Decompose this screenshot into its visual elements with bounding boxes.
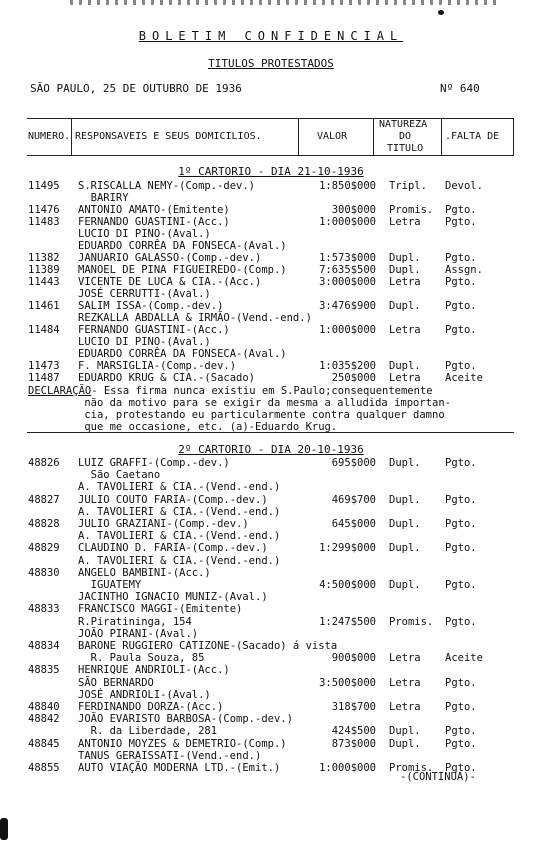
row-falta: Pgto. (445, 252, 477, 264)
table-row (0, 738, 542, 750)
row-responsavel: TANUS GERAISSATI-(Vend.-end.) (78, 749, 262, 762)
row-natureza: Dupl. (389, 493, 421, 506)
declaracao-line (78, 409, 528, 421)
row-responsavel: JOSÉ CERRUTTI-(Aval.) (78, 288, 211, 300)
row-falta: Assgn. (445, 264, 483, 276)
table-row (0, 481, 542, 493)
row-responsavel: FERDINANDO DORZA-(Acc.) (78, 701, 224, 713)
row-responsavel: FRANCISCO MAGGI-(Emitente) (78, 603, 243, 616)
table-row (0, 640, 542, 652)
table-row (0, 591, 542, 603)
table-row (0, 689, 542, 701)
issue-number: Nº 640 (440, 82, 480, 95)
row-responsavel: MANOEL DE PINA FIGUEIREDO-(Comp.) (78, 264, 287, 276)
row-natureza: Dupl. (389, 264, 421, 276)
table-row (0, 312, 542, 324)
row-number: 48840 (28, 701, 60, 713)
row-responsavel: VICENTE DE LUCA & CIA.-(Acc.) (78, 276, 262, 288)
row-responsavel: F. MARSIGLIA-(Comp.-dev.) (78, 360, 237, 372)
row-falta: Aceite (445, 652, 483, 665)
row-responsavel: JOÃO EVARISTO BARBOSA-(Comp.-dev.) (78, 713, 293, 726)
declaracao-line (78, 397, 528, 409)
table-row (0, 567, 542, 579)
row-falta: Pgto. (445, 324, 477, 336)
row-responsavel: R. Paula Souza, 85 (78, 652, 205, 665)
row-valor: 900$000 (331, 652, 376, 665)
table-row (0, 701, 542, 713)
table-row (0, 288, 542, 300)
row-valor: 1:000$000 (319, 762, 376, 774)
row-number: 48855 (28, 762, 60, 774)
row-number: 11483 (28, 216, 60, 228)
row-valor: 3:000$000 (319, 276, 376, 288)
row-responsavel: SÃO BERNARDO (78, 676, 154, 689)
row-valor: 424$500 (331, 725, 376, 738)
table-row (0, 579, 542, 591)
row-natureza: Dupl. (389, 360, 421, 372)
row-responsavel: CLAUDINO D. FARIA-(Comp.-dev.) (78, 542, 268, 555)
row-responsavel: JULIO GRAZIANI-(Comp.-dev.) (78, 518, 249, 530)
row-responsavel: R.Piratininga, 154 (78, 615, 192, 628)
row-responsavel: LUCIO DI PINO-(Aval.) (78, 336, 211, 348)
row-natureza: Letra (389, 372, 421, 384)
declaracao-text: que me occasione, etc. (a)-Eduardo Krug. (78, 421, 338, 433)
ink-speck (438, 10, 444, 15)
row-responsavel: FERNANDO GUASTINI-(Acc.) (78, 324, 230, 336)
row-valor: 4:500$000 (319, 579, 376, 591)
row-responsavel: REZKALLA ABDALLA & IRMÃO-(Vend.-end.) (78, 312, 312, 324)
row-responsavel: EDUARDO CORRÊA DA FONSECA-(Aval.) (78, 348, 287, 360)
table-row (0, 348, 542, 360)
declaracao-text: cia, protestando eu particularmente contra qualquer damno (78, 409, 445, 421)
row-natureza: Letra (389, 324, 421, 336)
row-number: 48826 (28, 457, 60, 469)
table-row (0, 264, 542, 276)
row-responsavel: LUCIO DI PINO-(Aval.) (78, 228, 211, 240)
section-2-heading: 2º CARTORIO - DIA 20-10-1936 (178, 443, 364, 456)
table-row (0, 336, 542, 348)
row-number: 11476 (28, 204, 60, 216)
header-natureza-1: NATUREZA (379, 119, 428, 130)
table-row (0, 664, 542, 676)
section-divider (27, 432, 514, 433)
row-responsavel: A. TAVOLIERI & CIA.-(Vend.-end.) (78, 554, 281, 567)
row-valor: 695$000 (331, 457, 376, 469)
continua-note: -(CONTINUA)- (400, 771, 476, 783)
row-number: 48827 (28, 493, 60, 506)
row-valor: 1:035$200 (319, 360, 376, 372)
ink-speck (0, 818, 8, 840)
row-responsavel: BARIRY (78, 192, 129, 204)
table-row (0, 555, 542, 567)
table-row (0, 372, 542, 384)
row-responsavel: S.RISCALLA NEMY-(Comp.-dev.) (78, 180, 256, 192)
table-row (0, 300, 542, 312)
row-falta: Pgto. (445, 276, 477, 288)
row-responsavel: A. TAVOLIERI & CIA.-(Vend.-end.) (78, 481, 281, 494)
row-number: 11389 (28, 264, 60, 276)
table-row (0, 204, 542, 216)
row-number: 48830 (28, 566, 60, 579)
row-natureza: Letra (389, 276, 421, 288)
row-natureza: Letra (389, 216, 421, 228)
row-falta: Pgto. (445, 762, 477, 774)
row-valor: 873$000 (331, 737, 376, 750)
row-valor: 318$700 (331, 701, 376, 713)
declaracao-text: não da motivo para se exigir da mesma a alludida importan- (78, 397, 451, 409)
table-row (0, 725, 542, 737)
table-row (0, 542, 542, 554)
row-responsavel: ANGELO BAMBINI-(Acc.) (78, 566, 211, 579)
row-falta: Pgto. (445, 542, 477, 555)
place-date: SÃO PAULO, 25 DE OUTUBRO DE 1936 (30, 82, 242, 95)
section-1-heading: 1º CARTORIO - DIA 21-10-1936 (178, 165, 364, 178)
row-falta: Pgto. (445, 701, 477, 713)
row-falta: Pgto. (445, 204, 477, 216)
row-falta: Pgto. (445, 725, 477, 738)
row-number: 48828 (28, 518, 60, 530)
row-responsavel: EDUARDO KRUG & CIA.-(Sacado) (78, 372, 256, 384)
row-falta: Pgto. (445, 518, 477, 530)
row-valor: 1:247$500 (319, 615, 376, 628)
row-responsavel: LUIZ GRAFFI-(Comp.-dev.) (78, 457, 230, 469)
document-title: BOLETIM CONFIDENCIAL (138, 29, 404, 43)
row-natureza: Dupl. (389, 457, 421, 469)
table-row (0, 603, 542, 615)
table-row (0, 506, 542, 518)
row-number: 48833 (28, 603, 60, 616)
table-header (27, 118, 514, 156)
row-responsavel: JANUARIO GALASSO-(Comp.-dev.) (78, 252, 262, 264)
row-valor: 1:850$000 (319, 180, 376, 192)
row-valor: 1:573$000 (319, 252, 376, 264)
row-falta: Pgto. (445, 737, 477, 750)
row-natureza: Dupl. (389, 252, 421, 264)
row-falta: Pgto. (445, 360, 477, 372)
row-natureza: Letra (389, 701, 421, 713)
row-valor: 250$000 (331, 372, 376, 384)
row-number: 48835 (28, 664, 60, 677)
row-responsavel: JOSÉ ANDRIOLI-(Aval.) (78, 688, 211, 701)
row-responsavel: HENRIQUE ANDRIOLI-(Acc.) (78, 664, 230, 677)
row-falta: Pgto. (445, 457, 477, 469)
row-natureza: Dupl. (389, 300, 421, 312)
table-row (0, 652, 542, 664)
table-row (0, 469, 542, 481)
row-valor: 469$700 (331, 493, 376, 506)
row-falta: Pgto. (445, 216, 477, 228)
row-valor: 3:476$900 (319, 300, 376, 312)
row-number: 48829 (28, 542, 60, 555)
row-natureza: Dupl. (389, 542, 421, 555)
row-falta: Pgto. (445, 493, 477, 506)
table-row (0, 324, 542, 336)
row-natureza: Letra (389, 676, 421, 689)
row-responsavel: A. TAVOLIERI & CIA.-(Vend.-end.) (78, 530, 281, 543)
header-falta: .FALTA DE (445, 131, 500, 142)
row-natureza: Dupl. (389, 725, 421, 738)
table-row (0, 750, 542, 762)
table-row (0, 457, 542, 469)
row-responsavel: FERNANDO GUASTINI-(Acc.) (78, 216, 230, 228)
row-valor: 645$000 (331, 518, 376, 530)
row-number: 11461 (28, 300, 60, 312)
row-number: 11382 (28, 252, 60, 264)
row-responsavel: R. da Liberdade, 281 (78, 725, 218, 738)
row-valor: 7:635$500 (319, 264, 376, 276)
row-natureza: Dupl. (389, 737, 421, 750)
row-responsavel: ANTONIO MOYZES & DEMETRIO-(Comp.) (78, 737, 287, 750)
table-row (0, 192, 542, 204)
row-number: 11473 (28, 360, 60, 372)
row-responsavel: BARONE RUGGIERO CATIZONE-(Sacado) á vista (78, 640, 338, 652)
row-falta: Pgto. (445, 676, 477, 689)
row-valor: 1:000$000 (319, 324, 376, 336)
row-natureza: Promis. (389, 762, 434, 774)
row-number: 48845 (28, 737, 60, 750)
row-falta: Pgto. (445, 615, 477, 628)
row-responsavel: A. TAVOLIERI & CIA.-(Vend.-end.) (78, 505, 281, 518)
table-row (0, 252, 542, 264)
declaracao-line (28, 385, 478, 397)
row-natureza: Promis. (389, 615, 434, 628)
table-row (0, 276, 542, 288)
header-responsaveis: RESPONSAVEIS E SEUS DOMICILIOS. (75, 131, 262, 142)
row-number: 48834 (28, 640, 60, 652)
row-natureza: Dupl. (389, 518, 421, 530)
row-valor: 1:299$000 (319, 542, 376, 555)
row-natureza: Promis. (389, 204, 434, 216)
table-row (0, 713, 542, 725)
row-number: 11487 (28, 372, 60, 384)
row-natureza: Letra (389, 652, 421, 665)
row-natureza: Dupl. (389, 579, 421, 591)
row-responsavel: AUTO VIAÇÃO MODERNA LTD.-(Emit.) (78, 762, 281, 774)
row-falta: Devol. (445, 180, 483, 192)
scan-noise (70, 0, 500, 5)
row-number: 11484 (28, 324, 60, 336)
table-row (0, 216, 542, 228)
row-valor: 300$000 (331, 204, 376, 216)
row-natureza: Tripl. (389, 180, 427, 192)
table-row (0, 677, 542, 689)
table-row (0, 616, 542, 628)
row-responsavel: IGUATEMY (78, 579, 142, 591)
row-responsavel: ANTONIO AMATO-(Emitente) (78, 204, 230, 216)
row-number: 48842 (28, 713, 60, 726)
table-row (0, 180, 542, 192)
table-row (0, 228, 542, 240)
row-falta: Pgto. (445, 300, 477, 312)
row-responsavel: JOÃO PIRANI-(Aval.) (78, 627, 199, 640)
table-row (0, 494, 542, 506)
row-falta: Aceite (445, 372, 483, 384)
row-responsavel: São Caetano (78, 469, 161, 482)
row-number: 11495 (28, 180, 60, 192)
row-falta: Pgto. (445, 579, 477, 591)
document-subtitle: TITULOS PROTESTADOS (208, 57, 334, 70)
row-number: 11443 (28, 276, 60, 288)
declaracao-label: DECLARAÇÃO (28, 385, 92, 397)
row-responsavel: JACINTHO IGNACIO MUNIZ-(Aval.) (78, 591, 268, 604)
row-responsavel: JULIO COUTO FARIA-(Comp.-dev.) (78, 493, 268, 506)
table-row (0, 360, 542, 372)
declaracao-text: - Essa firma nunca existiu em S.Paulo;consequentemente (91, 385, 433, 397)
row-responsavel: SALIM ISSA-(Comp.-dev.) (78, 300, 224, 312)
table-row (0, 628, 542, 640)
header-natureza-3: TITULO (387, 143, 424, 154)
row-valor: 1:000$000 (319, 216, 376, 228)
table-row (0, 518, 542, 530)
row-responsavel: EDUARDO CORRÊA DA FONSECA-(Aval.) (78, 240, 287, 252)
header-valor: VALOR (317, 131, 348, 142)
header-natureza-2: DO (399, 131, 412, 142)
table-row (0, 530, 542, 542)
row-valor: 3:500$000 (319, 676, 376, 689)
table-row (0, 240, 542, 252)
header-numero: NUMERO. (28, 131, 71, 142)
